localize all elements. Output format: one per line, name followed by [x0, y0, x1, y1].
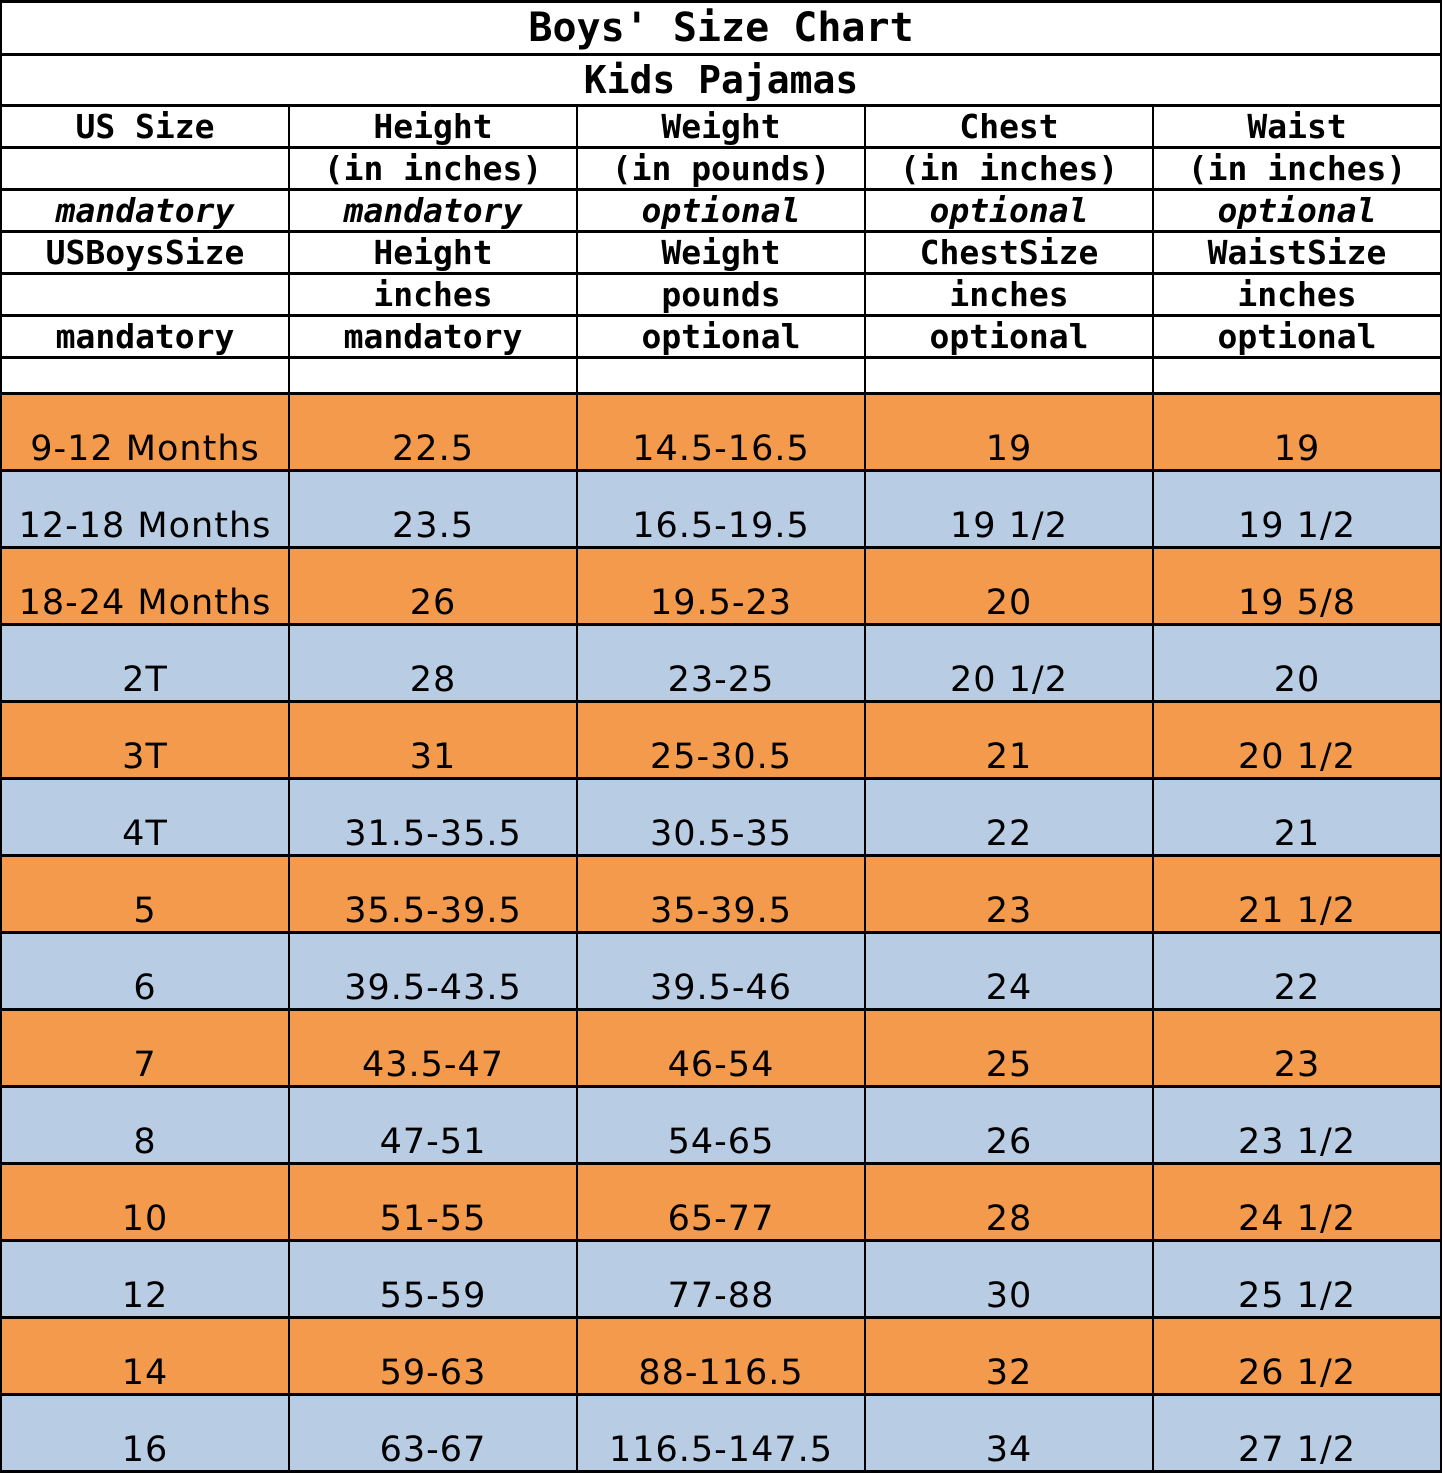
table-row-5: [1, 856, 1441, 933]
unit-waist: inches: [1153, 274, 1441, 316]
cell-us-size: 18-24 Months: [1, 548, 289, 625]
table-row-10: [1, 1164, 1441, 1241]
header-us-size: US Size: [1, 106, 289, 148]
cell-waist: 23 1/2: [1153, 1087, 1441, 1164]
cell-chest: 22: [865, 779, 1153, 856]
table-row-7: [1, 1010, 1441, 1087]
cell-weight: 19.5-23: [577, 548, 865, 625]
cell-us-size: 14: [1, 1318, 289, 1395]
cell-height: 63-67: [289, 1395, 577, 1472]
spacer-row: [1, 358, 1441, 394]
cell-us-size: 6: [1, 933, 289, 1010]
table-row-12: [1, 1241, 1441, 1318]
cell-height: 28: [289, 625, 577, 702]
cell-us-size: 2T: [1, 625, 289, 702]
unit-height: inches: [289, 274, 577, 316]
cell-chest: 26: [865, 1087, 1153, 1164]
spacer-cell: [577, 358, 865, 394]
cell-chest: 25: [865, 1010, 1153, 1087]
requirement2-height: mandatory: [289, 316, 577, 358]
cell-us-size: 10: [1, 1164, 289, 1241]
cell-weight: 16.5-19.5: [577, 471, 865, 548]
requirement2-weight: optional: [577, 316, 865, 358]
cell-height: 31: [289, 702, 577, 779]
spacer-cell: [865, 358, 1153, 394]
table-row-6: [1, 933, 1441, 1010]
cell-waist: 25 1/2: [1153, 1241, 1441, 1318]
header-us-size-unit: [1, 148, 289, 190]
cell-waist: 22: [1153, 933, 1441, 1010]
cell-chest: 19 1/2: [865, 471, 1153, 548]
header-requirement-bold-row: [1, 316, 1441, 358]
header-weight: Weight: [577, 106, 865, 148]
header-requirement-italic-row: [1, 190, 1441, 232]
cell-waist: 20 1/2: [1153, 702, 1441, 779]
cell-waist: 27 1/2: [1153, 1395, 1441, 1472]
cell-weight: 35-39.5: [577, 856, 865, 933]
cell-weight: 39.5-46: [577, 933, 865, 1010]
cell-height: 43.5-47: [289, 1010, 577, 1087]
cell-weight: 88-116.5: [577, 1318, 865, 1395]
table-row-3t: [1, 702, 1441, 779]
table-row-18-24-months: [1, 548, 1441, 625]
cell-us-size: 3T: [1, 702, 289, 779]
cell-us-size: 12: [1, 1241, 289, 1318]
cell-height: 51-55: [289, 1164, 577, 1241]
requirement-height: mandatory: [289, 190, 577, 232]
cell-height: 55-59: [289, 1241, 577, 1318]
cell-height: 26: [289, 548, 577, 625]
subtitle: Kids Pajamas: [1, 55, 1441, 106]
requirement-waist: optional: [1153, 190, 1441, 232]
cell-us-size: 8: [1, 1087, 289, 1164]
spacer-cell: [1, 358, 289, 394]
field-weight: Weight: [577, 232, 865, 274]
cell-chest: 21: [865, 702, 1153, 779]
page-title: Boys' Size Chart: [1, 2, 1441, 55]
unit-us-size: [1, 274, 289, 316]
requirement-chest: optional: [865, 190, 1153, 232]
cell-weight: 46-54: [577, 1010, 865, 1087]
field-waist-size: WaistSize: [1153, 232, 1441, 274]
cell-chest: 32: [865, 1318, 1153, 1395]
cell-weight: 77-88: [577, 1241, 865, 1318]
cell-chest: 20 1/2: [865, 625, 1153, 702]
table-row-8: [1, 1087, 1441, 1164]
header-height: Height: [289, 106, 577, 148]
header-weight-unit: (in pounds): [577, 148, 865, 190]
unit-chest: inches: [865, 274, 1153, 316]
spacer-cell: [289, 358, 577, 394]
cell-weight: 30.5-35: [577, 779, 865, 856]
cell-weight: 23-25: [577, 625, 865, 702]
cell-height: 31.5-35.5: [289, 779, 577, 856]
requirement2-us-size: mandatory: [1, 316, 289, 358]
cell-waist: 20: [1153, 625, 1441, 702]
table-row-16: [1, 1395, 1441, 1472]
cell-chest: 20: [865, 548, 1153, 625]
cell-waist: 21 1/2: [1153, 856, 1441, 933]
cell-chest: 28: [865, 1164, 1153, 1241]
cell-height: 35.5-39.5: [289, 856, 577, 933]
unit-weight: pounds: [577, 274, 865, 316]
cell-weight: 116.5-147.5: [577, 1395, 865, 1472]
cell-waist: 24 1/2: [1153, 1164, 1441, 1241]
spacer-cell: [1153, 358, 1441, 394]
cell-chest: 30: [865, 1241, 1153, 1318]
cell-chest: 24: [865, 933, 1153, 1010]
cell-us-size: 9-12 Months: [1, 394, 289, 471]
subtitle-row: [1, 55, 1441, 106]
cell-us-size: 16: [1, 1395, 289, 1472]
cell-chest: 34: [865, 1395, 1153, 1472]
header-field-name-row: [1, 232, 1441, 274]
cell-us-size: 12-18 Months: [1, 471, 289, 548]
table-row-2t: [1, 625, 1441, 702]
header-chest: Chest: [865, 106, 1153, 148]
cell-us-size: 7: [1, 1010, 289, 1087]
cell-height: 59-63: [289, 1318, 577, 1395]
cell-chest: 19: [865, 394, 1153, 471]
cell-weight: 65-77: [577, 1164, 865, 1241]
field-height: Height: [289, 232, 577, 274]
title-row: [1, 2, 1441, 55]
cell-waist: 23: [1153, 1010, 1441, 1087]
cell-weight: 54-65: [577, 1087, 865, 1164]
header-label-row: [1, 106, 1441, 148]
header-unit-paren-row: [1, 148, 1441, 190]
header-waist: Waist: [1153, 106, 1441, 148]
cell-waist: 19: [1153, 394, 1441, 471]
requirement-us-size: mandatory: [1, 190, 289, 232]
cell-weight: 14.5-16.5: [577, 394, 865, 471]
header-chest-unit: (in inches): [865, 148, 1153, 190]
requirement2-chest: optional: [865, 316, 1153, 358]
field-chest-size: ChestSize: [865, 232, 1153, 274]
header-waist-unit: (in inches): [1153, 148, 1441, 190]
cell-height: 47-51: [289, 1087, 577, 1164]
table-row-4t: [1, 779, 1441, 856]
cell-height: 22.5: [289, 394, 577, 471]
header-unit-row: [1, 274, 1441, 316]
cell-waist: 19 5/8: [1153, 548, 1441, 625]
cell-height: 39.5-43.5: [289, 933, 577, 1010]
table-row-9-12-months: [1, 394, 1441, 471]
cell-us-size: 4T: [1, 779, 289, 856]
table-row-12-18-months: [1, 471, 1441, 548]
cell-waist: 19 1/2: [1153, 471, 1441, 548]
requirement-weight: optional: [577, 190, 865, 232]
header-height-unit: (in inches): [289, 148, 577, 190]
cell-waist: 26 1/2: [1153, 1318, 1441, 1395]
cell-chest: 23: [865, 856, 1153, 933]
field-us-boys-size: USBoysSize: [1, 232, 289, 274]
cell-height: 23.5: [289, 471, 577, 548]
cell-us-size: 5: [1, 856, 289, 933]
cell-waist: 21: [1153, 779, 1441, 856]
cell-weight: 25-30.5: [577, 702, 865, 779]
requirement2-waist: optional: [1153, 316, 1441, 358]
table-row-14: [1, 1318, 1441, 1395]
